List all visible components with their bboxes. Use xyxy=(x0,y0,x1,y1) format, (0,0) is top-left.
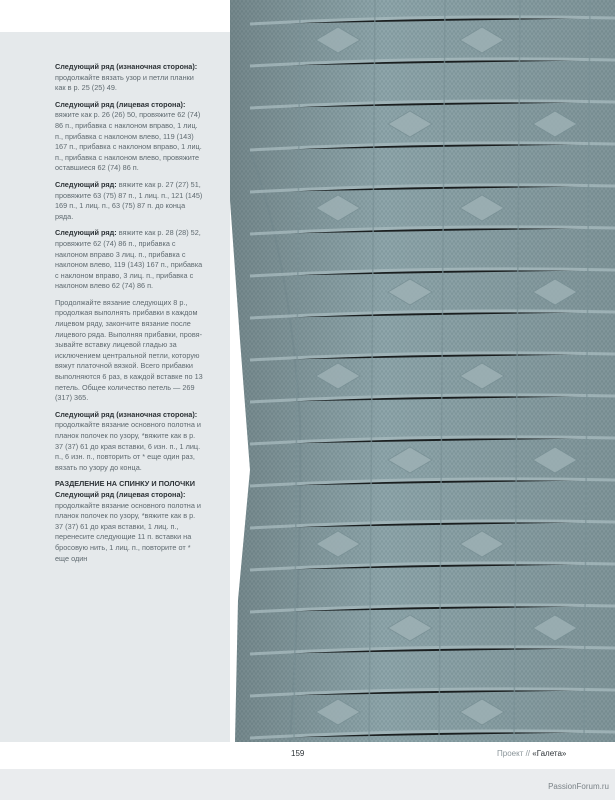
knit-texture-image xyxy=(230,0,615,742)
row-text: Продолжайте вязание следующих 8 р., продолжая выполнять прибавки в каждом лицевом ряду, закончите вязание после лицевого ряда. Выполняя прибавки, провязывайте вставку лицевой гладью за исключением центральной петли, которую вяжут платочной вязкой. Всего прибавки выполняются 6 раз, в каждой вставке по 13 петель. Общее количество петель — 269 (317) 365. xyxy=(55,297,203,403)
row-heading: Следующий ряд (изнаночная сторона): xyxy=(55,409,198,419)
instruction-paragraph-1 xyxy=(55,62,205,94)
instruction-paragraph-5 xyxy=(55,298,205,404)
row-heading: Следующий ряд: xyxy=(55,228,117,238)
page-footer xyxy=(0,742,615,800)
row-heading: Следующий ряд (лицевая сторона): xyxy=(55,99,186,109)
project-label xyxy=(497,749,566,758)
project-prefix: Проект // xyxy=(497,749,533,758)
instruction-paragraph-2 xyxy=(55,100,205,174)
sweater-photo xyxy=(230,0,615,742)
instruction-paragraph-4 xyxy=(55,228,205,292)
row-text: вяжите как р. 28 (28) 52, провяжите 62 (74) 86 п., прибавка с наклоном вправо 3 лиц. п., прибавка с наклоном влево, 119 (143) 167 п., прибавка с наклоном вправо, 3 лиц. п., прибавка с наклоном влево 62 (74) 86 п. xyxy=(55,228,203,291)
instruction-paragraph-6 xyxy=(55,410,205,474)
row-text: продолжайте вязание основного полотна и планок полочек по узору, *вяжите как в р. 37 (37) 61 до края вставки, 1 лиц. п., перенесите следующие 11 п. вставки на бросовую нить, 1 лиц. п., повторите от * еще один xyxy=(55,500,201,563)
instruction-paragraph-7 xyxy=(55,490,205,564)
row-heading: Следующий ряд (изнаночная сторона): xyxy=(55,62,198,71)
row-text: продолжайте вязание основного полотна и планок полочек по узору, *вяжите как в р. 37 (37) 61 до края вставки, 6 изн. п., 1 лиц. п., 6 изн. п., повторить от * еще один раз, вязать по узору до конца. xyxy=(55,420,201,472)
footer-band xyxy=(0,769,615,800)
row-heading: Следующий ряд (лицевая сторона): xyxy=(55,489,186,499)
row-text: вяжите как р. 26 (26) 50, провяжите 62 (74) 86 п., прибавка с наклоном вправо, 1 лиц. п., прибавка с наклоном влево, 119 (143) 167 п., прибавка с наклоном вправо, 1 лиц. п., прибавка с наклоном влево, провяжите оставшиеся 62 (74) 86 п. xyxy=(55,110,202,173)
instructions-column xyxy=(55,62,205,570)
watermark: PassionForum.ru xyxy=(548,782,609,791)
row-text: продолжайте вязать узор и петли планки как в р. 25 (25) 49. xyxy=(55,72,194,93)
magazine-name: «Галета» xyxy=(532,749,567,758)
page-number: 159 xyxy=(291,749,305,758)
row-text: вяжите как р. 27 (27) 51, провяжите 63 (75) 87 п., 1 лиц. п., 121 (145) 169 п., 1 лиц. п., 63 (75) 87 п. до конца ряда. xyxy=(55,179,203,221)
section-heading: РАЗДЕЛЕНИЕ НА СПИНКУ И ПОЛОЧКИ xyxy=(55,479,195,489)
row-heading: Следующий ряд: xyxy=(55,179,117,189)
instruction-paragraph-3 xyxy=(55,180,205,222)
